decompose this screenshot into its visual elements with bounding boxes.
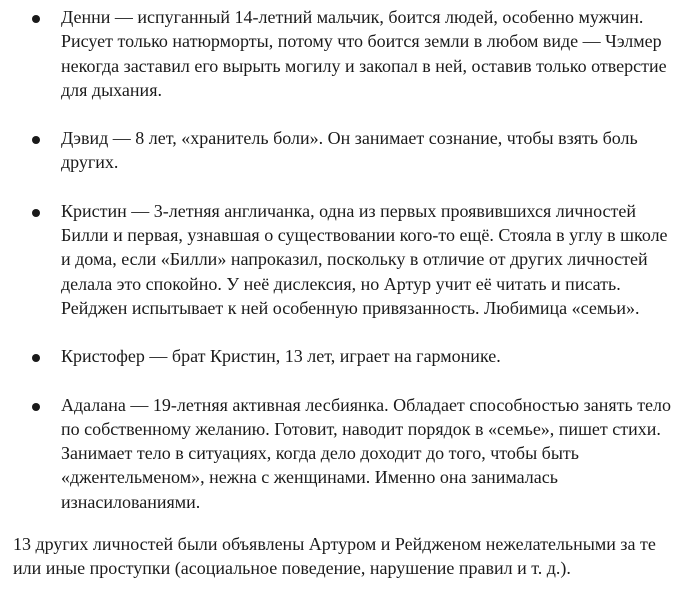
list-item-denny <box>0 5 700 102</box>
list-item-david <box>0 126 700 175</box>
list-item-adalana <box>0 393 700 514</box>
bullet-icon <box>32 209 40 217</box>
bullet-icon <box>32 403 40 411</box>
bullet-icon <box>32 15 40 23</box>
list-item-christine <box>0 199 700 320</box>
list-item-text: Кристофер — брат Кристин, 13 лет, играет на гармонике. <box>61 346 501 367</box>
personality-list <box>0 5 700 514</box>
list-item-text: Кристин — 3-летняя англичанка, одна из первых проявившихся личностей Билли и первая, узнавшая о существовании кого-то ещё. Стояла в углу в школе и дома, если «Билли» напроказил, поскольку в отличие от других личностей делала это спокойно. У неё дислексия, но Артур учит её читать и писать. Рейджен испытывает к ней особенную привязанность. Любимица «семьи». <box>61 200 668 318</box>
list-item-text: Адалана — 19-летняя активная лесбиянка. Обладает способностью занять тело по собственному желанию. Готовит, наводит порядок в «семье», пишет стихи. Занимает тело в ситуациях, когда дело доходит до того, чтобы быть «джентельменом», нежна с женщинами. Именно она занималась изнасилованиями. <box>61 394 672 512</box>
footer-paragraph: 13 других личностей были объявлены Артуром и Рейдженом нежелательными за те или иные проступки (асоциальное поведение, нарушение правил и т. д.). <box>13 534 656 579</box>
list-item-text: Денни — испуганный 14-летний мальчик, боится людей, особенно мужчин. Рисует только натюрморты, потому что боится земли в любом виде — Чэлмер некогда заставил его вырыть могилу и закопал в ней, оставив только отверстие для дыхания. <box>61 7 667 100</box>
bullet-icon <box>32 354 40 362</box>
list-item-christopher <box>0 344 700 368</box>
bullet-icon <box>32 136 40 144</box>
list-item-text: Дэвид — 8 лет, «хранитель боли». Он занимает сознание, чтобы взять боль других. <box>61 128 638 173</box>
